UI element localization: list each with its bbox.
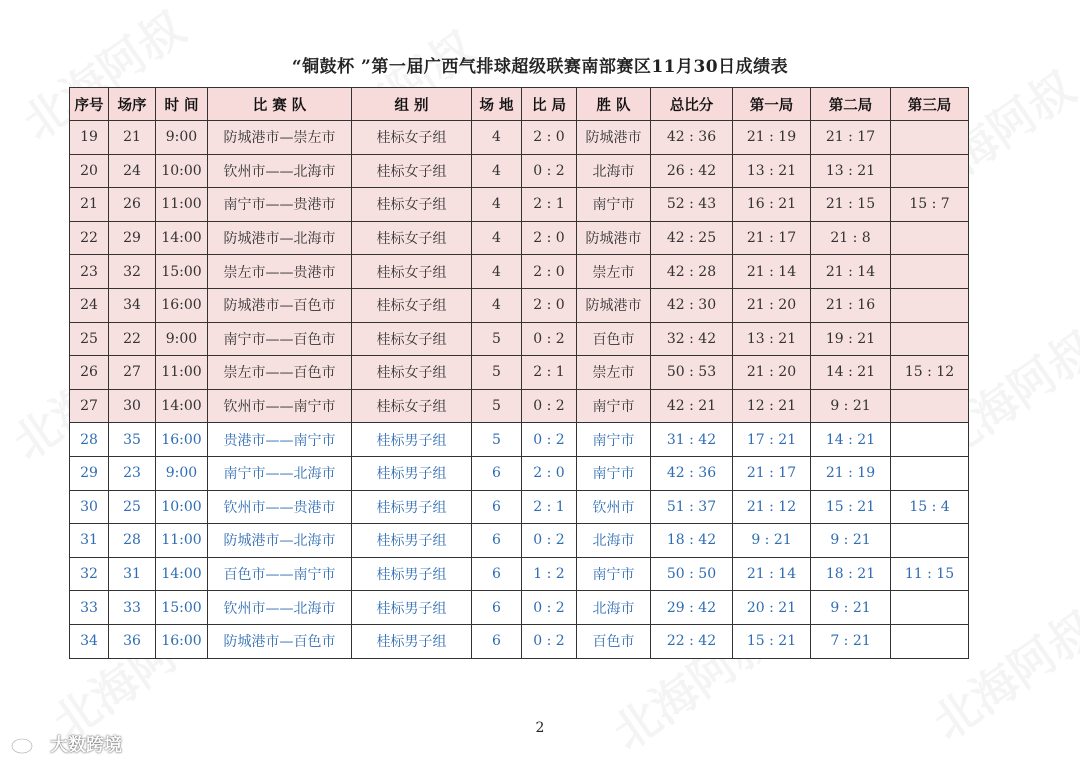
match-order-cell: 21 <box>109 121 156 155</box>
set-3-score-cell: 11 : 15 <box>891 557 969 591</box>
winner-cell: 北海市 <box>577 591 651 625</box>
column-header: 组 别 <box>352 88 472 121</box>
row-number-cell: 26 <box>70 356 109 390</box>
match-teams-cell: 南宁市——百色市 <box>208 322 352 356</box>
sets-score-cell: 2 : 0 <box>522 456 577 490</box>
set-1-score-cell: 12 : 21 <box>733 389 811 423</box>
total-points-cell: 42 : 30 <box>651 288 733 322</box>
match-time-cell: 14:00 <box>156 221 208 255</box>
brand-watermark <box>10 731 122 757</box>
set-3-score-cell: 15 : 7 <box>891 188 969 222</box>
court-cell: 6 <box>472 524 522 558</box>
match-time-cell: 10:00 <box>156 490 208 524</box>
match-teams-cell: 崇左市——贵港市 <box>208 255 352 289</box>
winner-cell: 防城港市 <box>577 221 651 255</box>
winner-cell: 百色市 <box>577 624 651 658</box>
total-points-cell: 52 : 43 <box>651 188 733 222</box>
winner-cell: 防城港市 <box>577 121 651 155</box>
match-order-cell: 31 <box>109 557 156 591</box>
row-number-cell: 22 <box>70 221 109 255</box>
group-name-cell: 桂标女子组 <box>352 288 472 322</box>
group-name-cell: 桂标男子组 <box>352 591 472 625</box>
table-row <box>70 288 969 322</box>
match-time-cell: 16:00 <box>156 624 208 658</box>
match-time-cell: 9:00 <box>156 456 208 490</box>
court-cell: 4 <box>472 255 522 289</box>
sets-score-cell: 2 : 1 <box>522 356 577 390</box>
winner-cell: 防城港市 <box>577 288 651 322</box>
sets-score-cell: 0 : 2 <box>522 591 577 625</box>
column-header: 第一局 <box>733 88 811 121</box>
sets-score-cell: 2 : 0 <box>522 255 577 289</box>
match-time-cell: 15:00 <box>156 591 208 625</box>
set-2-score-cell: 21 : 15 <box>811 188 891 222</box>
set-2-score-cell: 21 : 19 <box>811 456 891 490</box>
match-order-cell: 33 <box>109 591 156 625</box>
court-cell: 6 <box>472 456 522 490</box>
row-number-cell: 25 <box>70 322 109 356</box>
winner-cell: 南宁市 <box>577 456 651 490</box>
table-row <box>70 121 969 155</box>
match-teams-cell: 百色市——南宁市 <box>208 557 352 591</box>
court-cell: 4 <box>472 288 522 322</box>
set-1-score-cell: 9 : 21 <box>733 524 811 558</box>
table-row <box>70 456 969 490</box>
total-points-cell: 42 : 21 <box>651 389 733 423</box>
match-teams-cell: 钦州市——南宁市 <box>208 389 352 423</box>
court-cell: 6 <box>472 557 522 591</box>
row-number-cell: 20 <box>70 154 109 188</box>
set-3-score-cell: 15 : 4 <box>891 490 969 524</box>
match-teams-cell: 防城港市—北海市 <box>208 524 352 558</box>
column-header: 场序 <box>109 88 156 121</box>
match-time-cell: 14:00 <box>156 389 208 423</box>
set-3-score-cell <box>891 121 969 155</box>
sets-score-cell: 0 : 2 <box>522 624 577 658</box>
sets-score-cell: 0 : 2 <box>522 423 577 457</box>
sets-score-cell: 0 : 2 <box>522 389 577 423</box>
winner-cell: 崇左市 <box>577 255 651 289</box>
group-name-cell: 桂标男子组 <box>352 624 472 658</box>
match-teams-cell: 防城港市—百色市 <box>208 288 352 322</box>
set-1-score-cell: 15 : 21 <box>733 624 811 658</box>
winner-cell: 崇左市 <box>577 356 651 390</box>
column-header: 比 局 <box>522 88 577 121</box>
total-points-cell: 42 : 36 <box>651 456 733 490</box>
set-2-score-cell: 21 : 14 <box>811 255 891 289</box>
set-3-score-cell <box>891 423 969 457</box>
row-number-cell: 33 <box>70 591 109 625</box>
match-time-cell: 10:00 <box>156 154 208 188</box>
set-1-score-cell: 21 : 20 <box>733 356 811 390</box>
table-row <box>70 591 969 625</box>
set-1-score-cell: 13 : 21 <box>733 154 811 188</box>
group-name-cell: 桂标女子组 <box>352 356 472 390</box>
page-title: “铜鼓杯 ”第一届广西气排球超级联赛南部赛区11月30日成绩表 <box>291 57 789 77</box>
match-teams-cell: 钦州市——北海市 <box>208 591 352 625</box>
table-row <box>70 255 969 289</box>
set-3-score-cell <box>891 221 969 255</box>
results-table <box>69 87 969 659</box>
court-cell: 5 <box>472 356 522 390</box>
set-3-score-cell <box>891 154 969 188</box>
court-cell: 6 <box>472 624 522 658</box>
row-number-cell: 23 <box>70 255 109 289</box>
match-teams-cell: 崇左市——百色市 <box>208 356 352 390</box>
match-time-cell: 16:00 <box>156 288 208 322</box>
row-number-cell: 27 <box>70 389 109 423</box>
row-number-cell: 32 <box>70 557 109 591</box>
match-time-cell: 11:00 <box>156 356 208 390</box>
group-name-cell: 桂标男子组 <box>352 490 472 524</box>
set-2-score-cell: 7 : 21 <box>811 624 891 658</box>
total-points-cell: 26 : 42 <box>651 154 733 188</box>
set-3-score-cell <box>891 624 969 658</box>
match-order-cell: 34 <box>109 288 156 322</box>
set-1-score-cell: 21 : 14 <box>733 255 811 289</box>
set-2-score-cell: 9 : 21 <box>811 591 891 625</box>
court-cell: 4 <box>472 154 522 188</box>
total-points-cell: 42 : 25 <box>651 221 733 255</box>
row-number-cell: 34 <box>70 624 109 658</box>
column-header: 场 地 <box>472 88 522 121</box>
match-order-cell: 36 <box>109 624 156 658</box>
group-name-cell: 桂标女子组 <box>352 188 472 222</box>
row-number-cell: 21 <box>70 188 109 222</box>
match-order-cell: 24 <box>109 154 156 188</box>
table-row <box>70 557 969 591</box>
column-header: 第二局 <box>811 88 891 121</box>
column-header: 第三局 <box>891 88 969 121</box>
set-1-score-cell: 16 : 21 <box>733 188 811 222</box>
total-points-cell: 18 : 42 <box>651 524 733 558</box>
court-cell: 4 <box>472 221 522 255</box>
match-time-cell: 16:00 <box>156 423 208 457</box>
match-teams-cell: 防城港市—崇左市 <box>208 121 352 155</box>
match-order-cell: 22 <box>109 322 156 356</box>
set-2-score-cell: 19 : 21 <box>811 322 891 356</box>
sets-score-cell: 2 : 0 <box>522 221 577 255</box>
match-order-cell: 27 <box>109 356 156 390</box>
group-name-cell: 桂标男子组 <box>352 456 472 490</box>
set-3-score-cell <box>891 288 969 322</box>
total-points-cell: 31 : 42 <box>651 423 733 457</box>
court-cell: 6 <box>472 490 522 524</box>
group-name-cell: 桂标男子组 <box>352 557 472 591</box>
winner-cell: 北海市 <box>577 154 651 188</box>
sets-score-cell: 2 : 1 <box>522 188 577 222</box>
total-points-cell: 42 : 28 <box>651 255 733 289</box>
table-row <box>70 322 969 356</box>
set-2-score-cell: 21 : 17 <box>811 121 891 155</box>
page-number: 2 <box>535 720 545 736</box>
sets-score-cell: 0 : 2 <box>522 322 577 356</box>
set-3-score-cell: 15 : 12 <box>891 356 969 390</box>
set-2-score-cell: 14 : 21 <box>811 356 891 390</box>
column-header: 序号 <box>70 88 109 121</box>
match-teams-cell: 南宁市——北海市 <box>208 456 352 490</box>
total-points-cell: 42 : 36 <box>651 121 733 155</box>
total-points-cell: 32 : 42 <box>651 322 733 356</box>
match-time-cell: 9:00 <box>156 121 208 155</box>
set-3-score-cell <box>891 456 969 490</box>
match-teams-cell: 南宁市——贵港市 <box>208 188 352 222</box>
set-3-score-cell <box>891 591 969 625</box>
column-header: 比 赛 队 <box>208 88 352 121</box>
group-name-cell: 桂标女子组 <box>352 389 472 423</box>
match-teams-cell: 防城港市—百色市 <box>208 624 352 658</box>
winner-cell: 北海市 <box>577 524 651 558</box>
match-order-cell: 32 <box>109 255 156 289</box>
court-cell: 4 <box>472 188 522 222</box>
total-points-cell: 51 : 37 <box>651 490 733 524</box>
court-cell: 6 <box>472 591 522 625</box>
set-1-score-cell: 21 : 17 <box>733 456 811 490</box>
group-name-cell: 桂标女子组 <box>352 255 472 289</box>
row-number-cell: 31 <box>70 524 109 558</box>
winner-cell: 南宁市 <box>577 557 651 591</box>
row-number-cell: 28 <box>70 423 109 457</box>
brand-label: 大数跨境 <box>50 735 122 756</box>
set-2-score-cell: 18 : 21 <box>811 557 891 591</box>
match-order-cell: 35 <box>109 423 156 457</box>
sets-score-cell: 0 : 2 <box>522 154 577 188</box>
table-row <box>70 389 969 423</box>
total-points-cell: 29 : 42 <box>651 591 733 625</box>
group-name-cell: 桂标女子组 <box>352 221 472 255</box>
table-row <box>70 188 969 222</box>
sets-score-cell: 0 : 2 <box>522 524 577 558</box>
row-number-cell: 29 <box>70 456 109 490</box>
match-teams-cell: 贵港市——南宁市 <box>208 423 352 457</box>
column-header: 时 间 <box>156 88 208 121</box>
match-teams-cell: 钦州市——贵港市 <box>208 490 352 524</box>
set-2-score-cell: 21 : 16 <box>811 288 891 322</box>
match-teams-cell: 钦州市——北海市 <box>208 154 352 188</box>
set-1-score-cell: 21 : 19 <box>733 121 811 155</box>
set-1-score-cell: 21 : 14 <box>733 557 811 591</box>
match-time-cell: 11:00 <box>156 524 208 558</box>
set-2-score-cell: 9 : 21 <box>811 389 891 423</box>
row-number-cell: 19 <box>70 121 109 155</box>
column-header: 总比分 <box>651 88 733 121</box>
set-3-score-cell <box>891 524 969 558</box>
set-3-score-cell <box>891 322 969 356</box>
set-1-score-cell: 20 : 21 <box>733 591 811 625</box>
table-row <box>70 423 969 457</box>
table-row <box>70 490 969 524</box>
table-row <box>70 524 969 558</box>
set-1-score-cell: 17 : 21 <box>733 423 811 457</box>
set-1-score-cell: 21 : 20 <box>733 288 811 322</box>
set-3-score-cell <box>891 255 969 289</box>
match-teams-cell: 防城港市—北海市 <box>208 221 352 255</box>
row-number-cell: 30 <box>70 490 109 524</box>
winner-cell: 南宁市 <box>577 423 651 457</box>
match-order-cell: 25 <box>109 490 156 524</box>
sets-score-cell: 1 : 2 <box>522 557 577 591</box>
total-points-cell: 22 : 42 <box>651 624 733 658</box>
match-order-cell: 23 <box>109 456 156 490</box>
match-order-cell: 26 <box>109 188 156 222</box>
group-name-cell: 桂标男子组 <box>352 423 472 457</box>
court-cell: 4 <box>472 121 522 155</box>
group-name-cell: 桂标男子组 <box>352 524 472 558</box>
winner-cell: 钦州市 <box>577 490 651 524</box>
set-1-score-cell: 21 : 17 <box>733 221 811 255</box>
winner-cell: 南宁市 <box>577 389 651 423</box>
winner-cell: 百色市 <box>577 322 651 356</box>
set-3-score-cell <box>891 389 969 423</box>
set-2-score-cell: 15 : 21 <box>811 490 891 524</box>
table-row <box>70 154 969 188</box>
set-1-score-cell: 21 : 12 <box>733 490 811 524</box>
table-row <box>70 221 969 255</box>
match-order-cell: 29 <box>109 221 156 255</box>
group-name-cell: 桂标女子组 <box>352 121 472 155</box>
row-number-cell: 24 <box>70 288 109 322</box>
match-time-cell: 11:00 <box>156 188 208 222</box>
match-order-cell: 28 <box>109 524 156 558</box>
court-cell: 5 <box>472 322 522 356</box>
table-header-row <box>70 88 969 121</box>
total-points-cell: 50 : 50 <box>651 557 733 591</box>
group-name-cell: 桂标女子组 <box>352 154 472 188</box>
set-2-score-cell: 21 : 8 <box>811 221 891 255</box>
court-cell: 5 <box>472 389 522 423</box>
winner-cell: 南宁市 <box>577 188 651 222</box>
group-name-cell: 桂标女子组 <box>352 322 472 356</box>
weibo-logo-icon <box>10 733 46 755</box>
set-2-score-cell: 13 : 21 <box>811 154 891 188</box>
set-2-score-cell: 9 : 21 <box>811 524 891 558</box>
column-header: 胜 队 <box>577 88 651 121</box>
sets-score-cell: 2 : 0 <box>522 288 577 322</box>
sets-score-cell: 2 : 1 <box>522 490 577 524</box>
total-points-cell: 50 : 53 <box>651 356 733 390</box>
match-time-cell: 9:00 <box>156 322 208 356</box>
match-order-cell: 30 <box>109 389 156 423</box>
table-row <box>70 356 969 390</box>
set-2-score-cell: 14 : 21 <box>811 423 891 457</box>
table-row <box>70 624 969 658</box>
court-cell: 5 <box>472 423 522 457</box>
match-time-cell: 14:00 <box>156 557 208 591</box>
set-1-score-cell: 13 : 21 <box>733 322 811 356</box>
match-time-cell: 15:00 <box>156 255 208 289</box>
sets-score-cell: 2 : 0 <box>522 121 577 155</box>
